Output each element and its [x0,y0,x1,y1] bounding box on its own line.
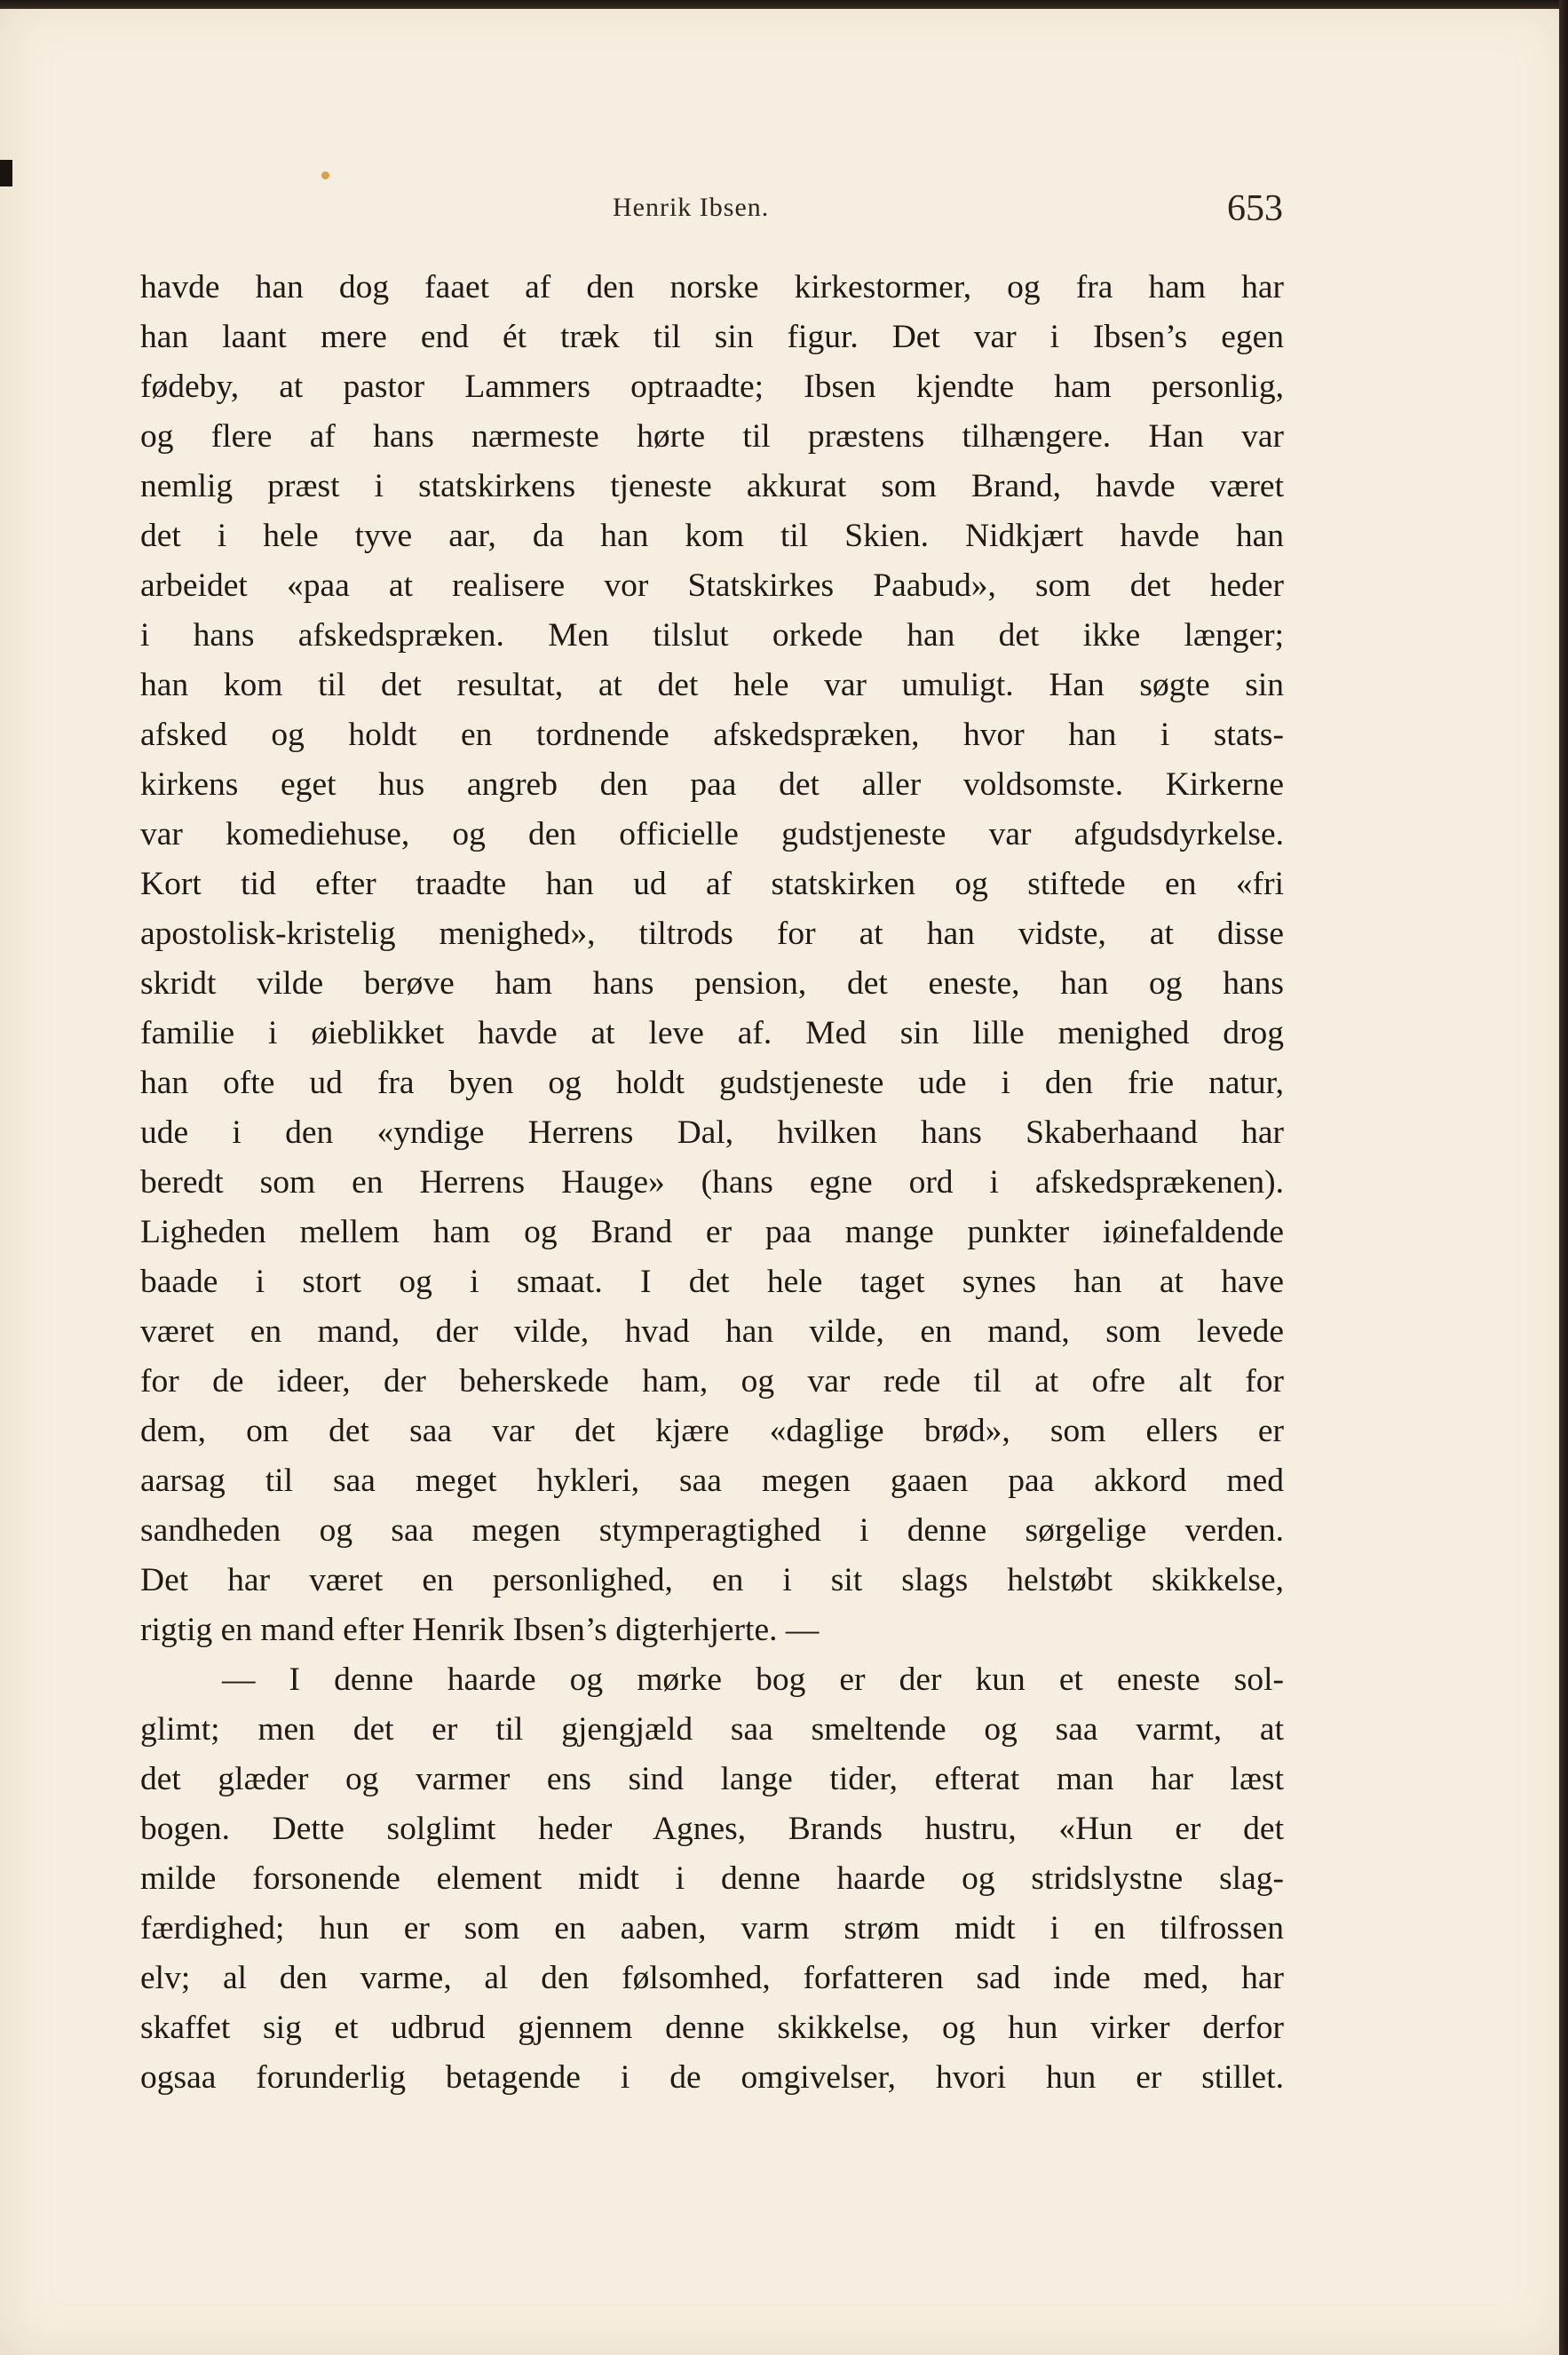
text-line: apostolisk-kristelig menighed», tiltrods for at han vidste, at disse [140,916,1284,952]
paragraph-start-line: — I denne haarde og mørke bog er der kun et eneste sol- [222,1661,1284,1698]
text-line: kirkens eget hus angreb den paa det aller voldsomste. Kirkerne [140,766,1284,803]
text-line: dem, om det saa var det kjære «daglige brød», som ellers er [140,1413,1284,1449]
text-line: i hans afskedspræken. Men tilslut orkede han det ikke længer; [140,617,1284,654]
text-line: glimt; men det er til gjengjæld saa smeltende og saa varmt, at [140,1711,1284,1748]
text-line: Ligheden mellem ham og Brand er paa mange punkter iøinefaldende [140,1214,1284,1250]
page-edge-top [0,0,1568,9]
text-line: været en mand, der vilde, hvad han vilde, en mand, som levede [140,1313,1284,1350]
text-line: familie i øieblikket havde at leve af. Med sin lille menighed drog [140,1015,1284,1051]
text-line: det glæder og varmer ens sind lange tider, efterat man har læst [140,1761,1284,1797]
text-line: skaffet sig et udbrud gjennem denne skikkelse, og hun virker derfor [140,2010,1284,2046]
text-line: han laant mere end ét træk til sin figur. Det var i Ibsen’s egen [140,319,1284,355]
text-line: Det har været en personlighed, en i sit slags helstøbt skikkelse, [140,1562,1284,1598]
text-line: for de ideer, der beherskede ham, og var rede til at ofre alt for [140,1363,1284,1400]
text-line: baade i stort og i smaat. I det hele taget synes han at have [140,1264,1284,1300]
text-line: Kort tid efter traadte han ud af statskirken og stiftede en «fri [140,866,1284,902]
ink-spot [321,171,329,179]
text-line: havde han dog faaet af den norske kirkestormer, og fra ham har [140,269,1284,305]
text-line: arbeidet «paa at realisere vor Statskirkes Paabud», som det heder [140,567,1284,604]
text-line: fødeby, at pastor Lammers optraadte; Ibsen kjendte ham personlig, [140,369,1284,405]
text-line: det i hele tyve aar, da han kom til Skien. Nidkjært havde han [140,518,1284,554]
running-head [0,188,1568,235]
text-line: han kom til det resultat, at det hele var umuligt. Han søgte sin [140,667,1284,703]
page-edge-left-mark [0,160,12,186]
text-line: bogen. Dette solglimt heder Agnes, Brands hustru, «Hun er det [140,1811,1284,1847]
text-line: og flere af hans nærmeste hørte til præstens tilhængere. Han var [140,418,1284,455]
page-number: 653 [1227,188,1283,229]
text-line: milde forsonende element midt i denne haarde og stridslystne slag- [140,1860,1284,1897]
text-line: var komediehuse, og den officielle gudstjeneste var afgudsdyrkelse. [140,816,1284,852]
text-line: skridt vilde berøve ham hans pension, det eneste, han og hans [140,965,1284,1002]
paragraph-end-line: rigtig en mand efter Henrik Ibsen’s digterhjerte. — [140,1612,820,1648]
text-line: nemlig præst i statskirkens tjeneste akkurat som Brand, havde været [140,468,1284,504]
text-line: aarsag til saa meget hykleri, saa megen gaaen paa akkord med [140,1463,1284,1499]
text-line: ude i den «yndige Herrens Dal, hvilken hans Skaberhaand har [140,1114,1284,1151]
text-line: ogsaa forunderlig betagende i de omgivelser, hvori hun er stillet. [140,2059,1284,2096]
text-line: beredt som en Herrens Hauge» (hans egne ord i afskedsprækenen). [140,1164,1284,1201]
text-line: afsked og holdt en tordnende afskedspræken, hvor han i stats- [140,717,1284,753]
text-line: sandheden og saa megen stymperagtighed i denne sørgelige verden. [140,1512,1284,1549]
body-text [140,263,1284,2103]
text-line: elv; al den varme, al den følsomhed, forfatteren sad inde med, har [140,1960,1284,1996]
text-line: færdighed; hun er som en aaben, varm strøm midt i en tilfrossen [140,1910,1284,1947]
text-line: han ofte ud fra byen og holdt gudstjeneste ude i den frie natur, [140,1065,1284,1101]
running-title: Henrik Ibsen. [613,193,770,222]
page-edge-right [1559,0,1568,2355]
